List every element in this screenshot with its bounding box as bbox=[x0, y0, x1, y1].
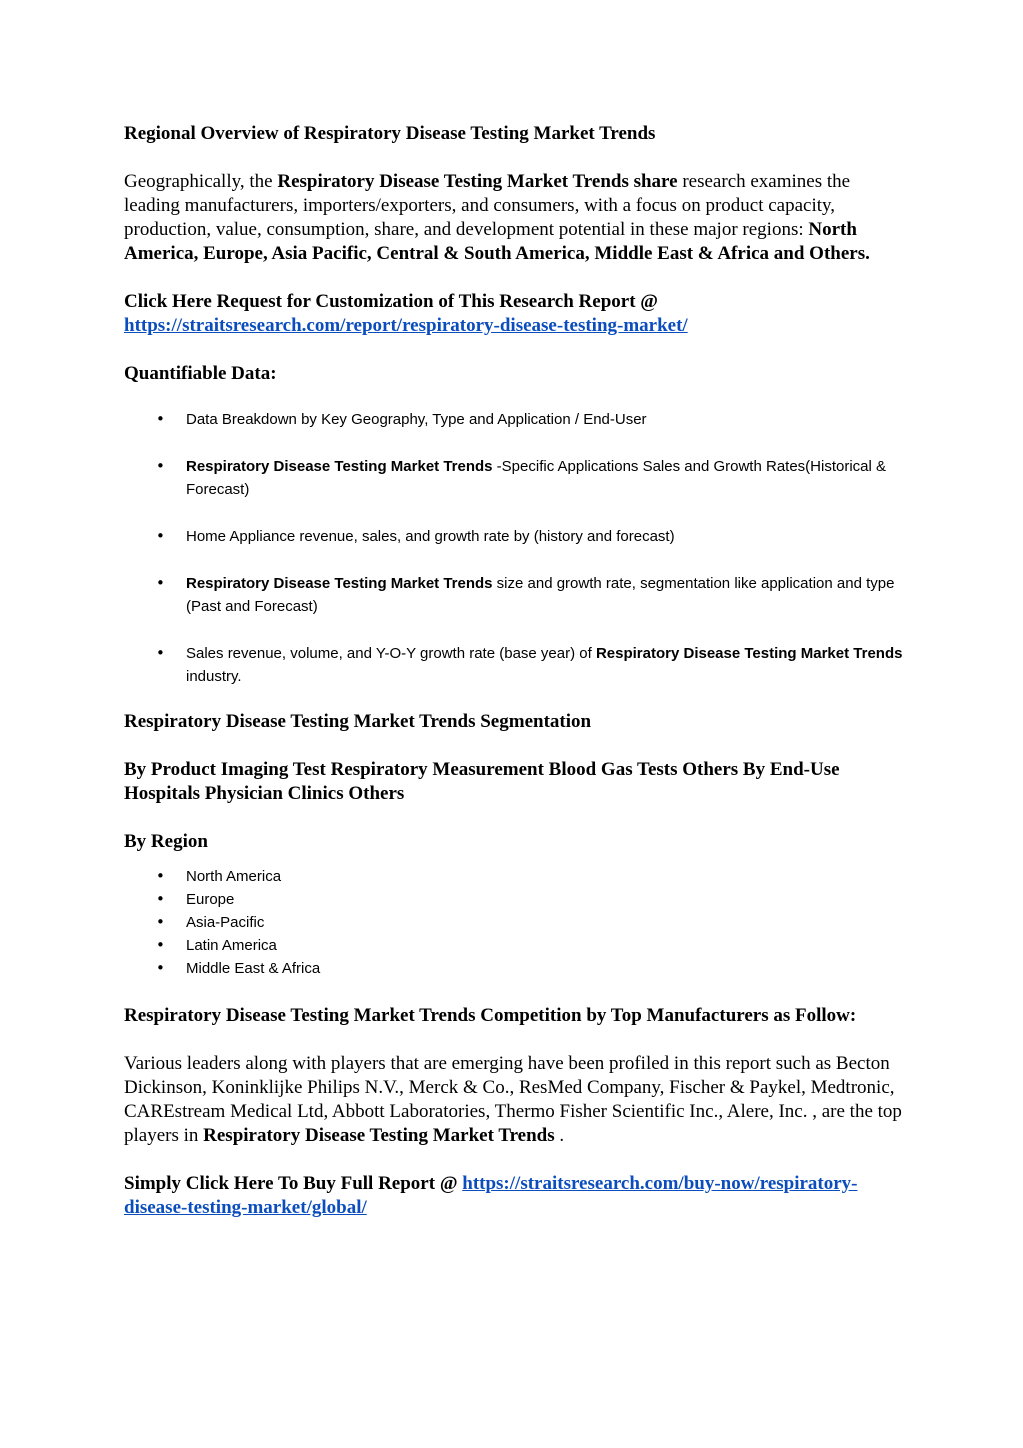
market-name-bold: Respiratory Disease Testing Market Trends bbox=[186, 575, 493, 592]
region-item: • Europe bbox=[124, 888, 904, 911]
list-item-text: -Specific Applications Sales and Growth Rates(Historical & Forecast) bbox=[186, 458, 887, 498]
list-item-text: industry. bbox=[186, 668, 242, 685]
regional-overview-heading: Regional Overview of Respiratory Disease Testing Market Trends bbox=[124, 123, 656, 144]
text-run: . bbox=[554, 1125, 565, 1146]
list-item-text: Sales revenue, volume, and Y-O-Y growth rate (base year) of bbox=[186, 645, 596, 662]
by-region-heading: By Region bbox=[124, 831, 208, 852]
buy-full-report bbox=[124, 1172, 904, 1220]
customization-request bbox=[124, 290, 904, 338]
segmentation-by-product: By Product Imaging Test Respiratory Measurement Blood Gas Tests Others By End-Use Hospitals Physician Clinics Others bbox=[124, 759, 840, 804]
list-item bbox=[124, 572, 904, 618]
list-item bbox=[124, 408, 904, 431]
quantifiable-data-heading: Quantifiable Data: bbox=[124, 363, 277, 384]
region-list bbox=[124, 865, 904, 980]
customization-link[interactable]: https://straitsresearch.com/report/respiratory-disease-testing-market/ bbox=[124, 315, 688, 336]
market-name-bold: Respiratory Disease Testing Market Trends bbox=[595, 645, 903, 662]
competition-paragraph bbox=[124, 1052, 904, 1148]
list-item-text: Home Appliance revenue, sales, and growth rate by (history and forecast) bbox=[186, 528, 675, 545]
list-item-text: size and growth rate, segmentation like application and type (Past and Forecast) bbox=[186, 575, 895, 615]
customization-text: Click Here Request for Customization of This Research Report @ bbox=[124, 291, 658, 312]
market-name-bold: Respiratory Disease Testing Market Trends share bbox=[277, 171, 678, 192]
list-item bbox=[124, 455, 904, 501]
text-run: Various leaders along with players that are emerging have been profiled in this report such as Becton Dickinson, Koninklijke Philips N.V., Merck & Co., ResMed Company, Fischer & Paykel, Medtronic, CAREstream Medical Ltd, Abbott Laboratories, Thermo Fisher Scientific Inc., Alere, Inc. , are the top players in bbox=[124, 1053, 902, 1146]
region-item: • North America bbox=[124, 865, 904, 888]
list-item bbox=[124, 525, 904, 548]
text-run: Geographically, the bbox=[124, 171, 278, 192]
text-run: research examines the leading manufacturers, importers/exporters, and consumers, with a focus on product capacity, production, value, consumption, share, and development potential in these major regions: bbox=[124, 171, 851, 240]
document-page bbox=[124, 122, 904, 1220]
market-name-bold: Respiratory Disease Testing Market Trends bbox=[186, 458, 493, 475]
buy-link[interactable]: https://straitsresearch.com/buy-now/respiratory-disease-testing-market/global/ bbox=[124, 1173, 858, 1218]
regional-overview-paragraph bbox=[124, 170, 904, 266]
competition-heading: Respiratory Disease Testing Market Trends Competition by Top Manufacturers as Follow: bbox=[124, 1005, 857, 1026]
regions-bold: North America, Europe, Asia Pacific, Central & South America, Middle East & Africa and Others. bbox=[124, 219, 870, 264]
list-item bbox=[124, 642, 904, 688]
region-item: • Asia-Pacific bbox=[124, 911, 904, 934]
market-name-bold: Respiratory Disease Testing Market Trends bbox=[203, 1125, 555, 1146]
segmentation-heading: Respiratory Disease Testing Market Trends Segmentation bbox=[124, 711, 592, 732]
quantifiable-data-list bbox=[124, 408, 904, 688]
region-item: • Latin America bbox=[124, 934, 904, 957]
region-item: • Middle East & Africa bbox=[124, 957, 904, 980]
buy-text: Simply Click Here To Buy Full Report @ bbox=[124, 1173, 463, 1194]
list-item-text: Data Breakdown by Key Geography, Type and Application / End-User bbox=[186, 411, 647, 428]
